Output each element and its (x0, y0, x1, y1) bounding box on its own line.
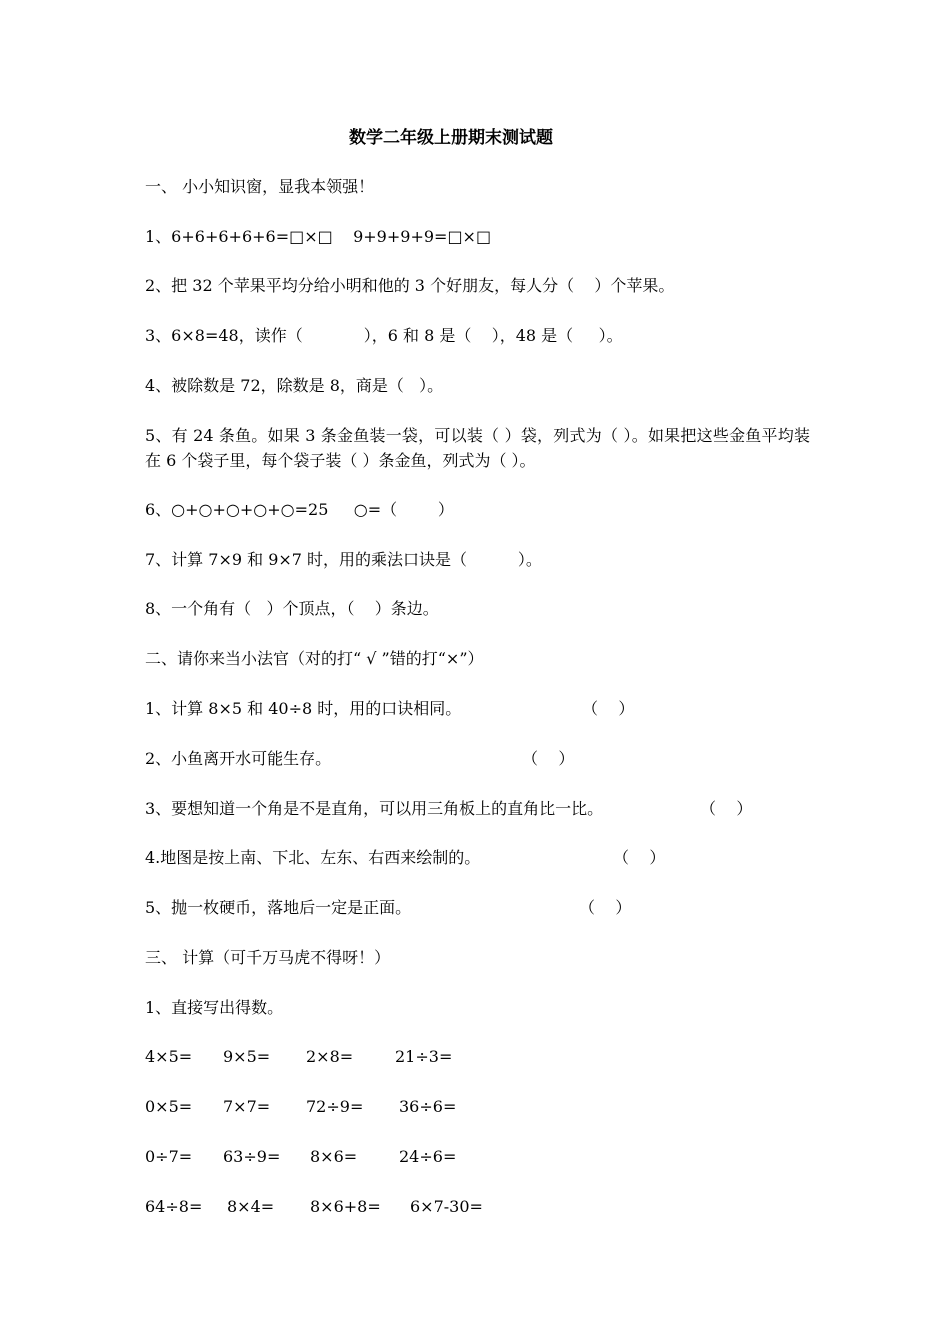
calc-cell: 7×7= (223, 1097, 271, 1116)
calc-cell: 6×7-30= (410, 1197, 483, 1216)
section2-item-3: 3、要想知道一个角是不是直角，可以用三角板上的直角比一比。 (145, 799, 604, 818)
section3-heading: 三、 计算（可千万马虎不得呀！） (145, 948, 391, 967)
calc-cell: 24÷6= (399, 1147, 457, 1166)
page-title: 数学二年级上册期末测试题 (349, 128, 553, 148)
calc-cell: 36÷6= (399, 1097, 457, 1116)
section1-heading: 一、 小小知识窗，显我本领强！ (145, 177, 375, 196)
section2-heading: 二、请你来当小法官（对的打“ √ ”错的打“×”） (145, 649, 484, 668)
calc-cell: 64÷8= (145, 1197, 203, 1216)
section2-item-1: 1、计算 8×5 和 40÷8 时，用的口诀相同。 (145, 699, 462, 718)
section1-item-2: 2、把 32 个苹果平均分给小明和他的 3 个好朋友，每人分（ ）个苹果。 (145, 276, 675, 295)
section1-item-7: 7、计算 7×9 和 9×7 时，用的乘法口诀是（ ）。 (145, 550, 542, 569)
section1-item-3: 3、6×8=48，读作（ ），6 和 8 是（ ），48 是（ ）。 (145, 326, 623, 345)
calc-cell: 0÷7= (145, 1147, 193, 1166)
answer-bracket[interactable]: （ ） (582, 699, 635, 718)
calc-cell: 8×6= (310, 1147, 358, 1166)
answer-bracket[interactable]: （ ） (522, 749, 575, 768)
calc-cell: 4×5= (145, 1047, 193, 1066)
section3-subheading: 1、直接写出得数。 (145, 998, 284, 1017)
calc-cell: 2×8= (306, 1047, 354, 1066)
section2-item-5: 5、抛一枚硬币，落地后一定是正面。 (145, 898, 412, 917)
answer-bracket[interactable]: （ ） (579, 898, 632, 917)
calc-cell: 21÷3= (395, 1047, 453, 1066)
answer-bracket[interactable]: （ ） (700, 799, 753, 818)
section1-item-8: 8、一个角有（ ）个顶点，（ ）条边。 (145, 599, 439, 618)
answer-bracket[interactable]: （ ） (613, 848, 666, 867)
section2-item-2: 2、小鱼离开水可能生存。 (145, 749, 332, 768)
section1-item-6: 6、○+○+○+○+○=25 ○=（ ） (145, 500, 454, 519)
section1-item-5: 5、有 24 条鱼。如果 3 条金鱼装一袋，可以装（ ）袋，列式为（ ）。如果把这些金鱼平均装在 6 个袋子里，每个袋子装（ ）条金鱼，列式为（ ）。 (145, 426, 810, 470)
section1-item-4: 4、被除数是 72，除数是 8，商是（ ）。 (145, 376, 444, 395)
calc-cell: 72÷9= (306, 1097, 364, 1116)
section1-item-1: 1、6+6+6+6+6=□×□ 9+9+9+9=□×□ (145, 227, 492, 246)
section2-item-4: 4.地图是按上南、下北、左东、右西来绘制的。 (145, 848, 481, 867)
calc-cell: 8×4= (227, 1197, 275, 1216)
calc-cell: 9×5= (223, 1047, 271, 1066)
calc-cell: 0×5= (145, 1097, 193, 1116)
calc-cell: 63÷9= (223, 1147, 281, 1166)
calc-cell: 8×6+8= (310, 1197, 381, 1216)
